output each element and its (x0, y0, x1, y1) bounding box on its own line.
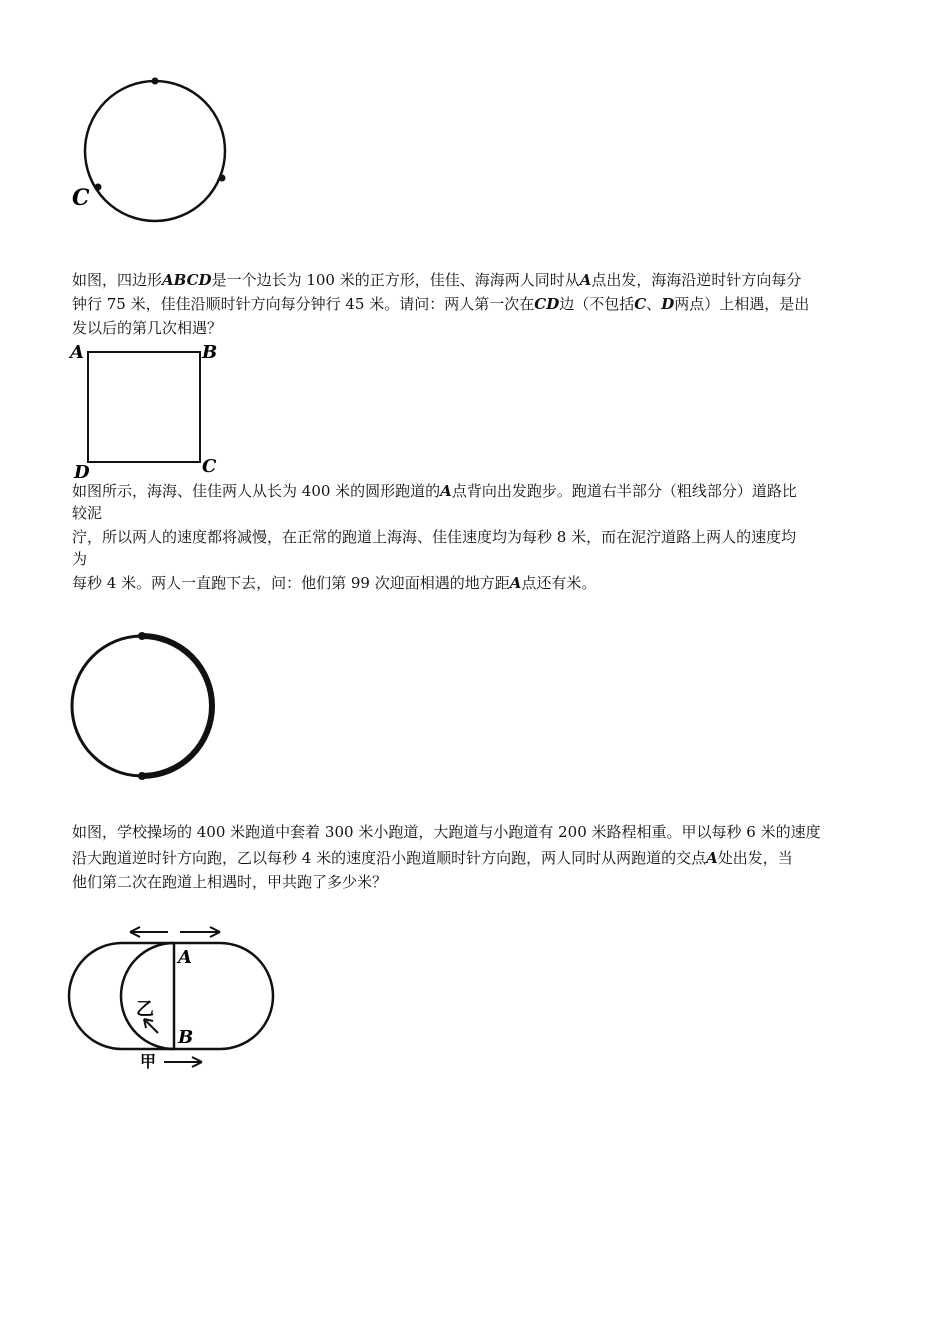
line: 为 (72, 550, 88, 568)
label-yi: 乙 (136, 999, 154, 1020)
point-left (95, 184, 102, 191)
figure-circle-2 (60, 625, 230, 790)
point-top (138, 632, 146, 640)
problem-3-text (72, 820, 892, 894)
label-a: A (178, 947, 192, 968)
label-a: A (70, 342, 84, 363)
small-track-arc (121, 943, 174, 1049)
line: 较泥 (72, 504, 103, 522)
line: 每秒 4 米。两人一直跑下去，问：他们第 99 次迎面相遇的地方距A点还有米。 (72, 574, 597, 592)
muddy-half-track (142, 636, 212, 776)
line: 如图，学校操场的 400 米跑道中套着 300 米小跑道，大跑道与小跑道有 200 米路程相重。甲以每秒 6 米的速度 (72, 823, 821, 841)
circle-track (85, 81, 225, 221)
label-b: B (202, 342, 218, 363)
line: 如图所示，海海、佳佳两人从长为 400 米的圆形跑道的A点背向出发跑步。跑道右半部分（粗线部分）道路比 (72, 482, 797, 500)
problem-1-text (72, 268, 892, 340)
line: 钟行 75 米，佳佳沿顺时针方向每分钟行 45 米。请问：两人第一次在CD边（不包括C、D两点）上相遇，是出 (72, 295, 810, 313)
figure-nested-tracks (60, 915, 290, 1075)
line: 如图，四边形ABCD是一个边长为 100 米的正方形，佳佳、海海两人同时从A点出发，海海沿逆时针方向每分 (72, 271, 802, 289)
line: 发以后的第几次相遇？ (72, 319, 223, 337)
line: 泞，所以两人的速度都将减慢，在正常的跑道上海海、佳佳速度均为每秒 8 米，而在泥泞道路上两人的速度均 (72, 528, 797, 546)
label-c: C (202, 456, 217, 477)
problem-2-text (72, 480, 892, 594)
figure-square (68, 340, 228, 483)
point-bottom (138, 772, 146, 780)
point-top (152, 78, 159, 85)
line: 他们第二次在跑道上相遇时，甲共跑了多少米？ (72, 873, 388, 891)
label-d: D (74, 462, 90, 483)
label-b: B (178, 1027, 194, 1048)
label-c: C (72, 185, 90, 211)
square-track (88, 352, 200, 462)
point-right (219, 175, 226, 182)
line: 沿大跑道逆时针方向跑，乙以每秒 4 米的速度沿小跑道顺时针方向跑，两人同时从两跑道的交点A处出发，当 (72, 849, 793, 867)
big-track (69, 943, 273, 1049)
figure-circle-1 (60, 70, 250, 230)
label-jia: 甲 (140, 1052, 157, 1071)
